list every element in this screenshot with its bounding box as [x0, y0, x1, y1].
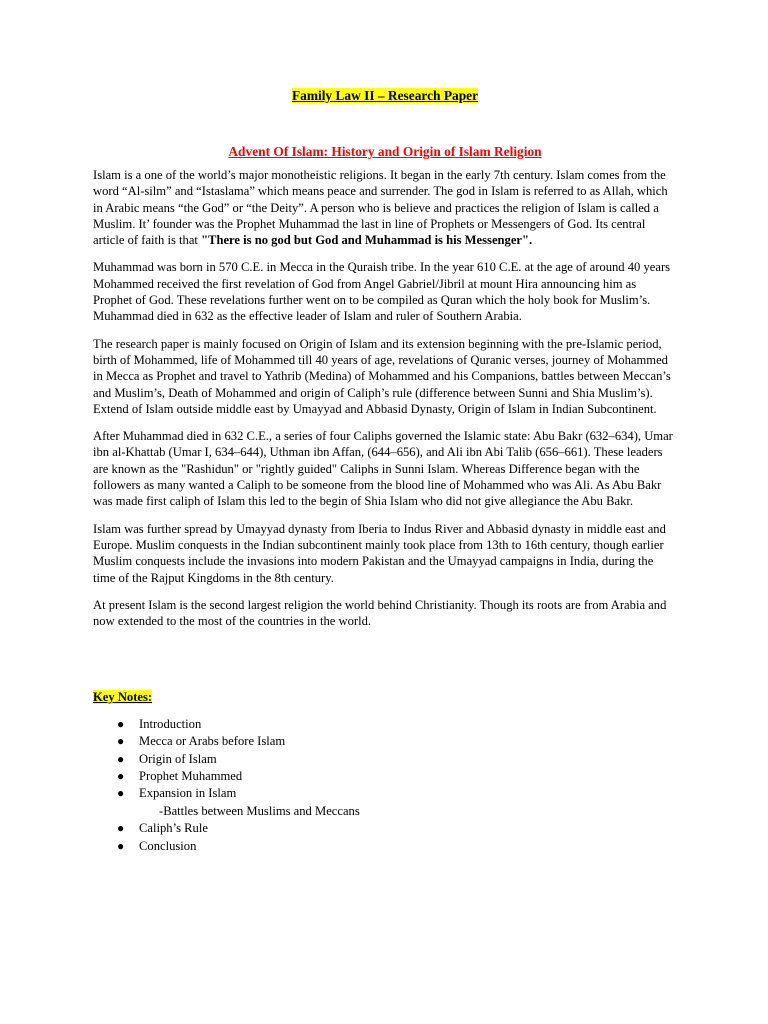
list-item-text: Mecca or Arabs before Islam: [139, 734, 286, 749]
list-item-text: Conclusion: [139, 838, 197, 853]
paragraph-spread: Islam was further spread by Umayyad dynasty from Iberia to Indus River and Abbasid dynasty in middle east and Europe. Muslim conquests in the Indian subcontinent mainly took place from 13th to 16th century, though earlier Muslim conquests include the invasions into modern Pakistan and the Umayyad campaigns in India, during the time of the Rajput Kingdoms in the 8th century.: [93, 521, 666, 585]
paragraph-intro: [93, 167, 677, 248]
paragraph-intro-bold: "There is no god but God and Muhammad is his Messenger".: [201, 233, 533, 248]
bullet-icon: ●: [117, 768, 125, 783]
bullet-icon: ●: [117, 716, 125, 731]
list-item: [117, 733, 677, 750]
section-heading: Advent Of Islam: History and Origin of Islam Religion: [228, 144, 542, 159]
paragraph-research-focus: The research paper is mainly focused on Origin of Islam and its extension beginning with the pre-Islamic period, birth of Mohammed, life of Mohammed till 40 years of age, revelations of Quranic verses, journey of Mohammed in Mecca as Prophet and travel to Yathrib (Medina) of Mohammed and his Companions, battles between Meccan’s and Muslim’s, Death of Mohammed and origin of Caliph’s rule (difference between Sunni and Shia Muslim’s). Extend of Islam outside middle east by Umayyad and Abbasid Dynasty, Origin of Islam in Indian Subcontinent.: [93, 336, 671, 416]
bullet-icon: ●: [117, 821, 125, 836]
list-item-text: Caliph’s Rule: [139, 821, 208, 836]
list-subitem: -Battles between Muslims and Meccans: [159, 803, 360, 818]
list-item: [117, 820, 677, 837]
key-notes-label: Key Notes:: [93, 690, 153, 705]
page-title-text: Family Law II – Research Paper: [291, 88, 479, 103]
list-item: [117, 716, 677, 733]
paragraph-intro-text: Islam is a one of the world’s major monotheistic religions. It began in the early 7th century. Islam comes from the word “Al-silm” and “Istaslama” which means peace and surrender. The god in Islam is referred to as Allah, which in Arabic means “the God” or “the Deity”. A person who is believe and practices the religion of Islam is called a Muslim. It’ founder was the Prophet Muhammad the last in line of Prophets or Messengers of God. Its central article of faith is that: [93, 168, 668, 248]
page-title: [93, 86, 677, 106]
list-item-text: Expansion in Islam: [139, 786, 237, 801]
list-item-text: Origin of Islam: [139, 751, 217, 766]
key-notes-list: [93, 716, 677, 803]
paragraph-present: At present Islam is the second largest religion the world behind Christianity. Though its roots are from Arabia and now extended to the most of the countries in the world.: [93, 597, 667, 629]
paragraph-muhammad-birth: Muhammad was born in 570 C.E. in Mecca in the Quraish tribe. In the year 610 C.E. at the age of around 40 years Mohammed received the first revelation of God from Angel Gabriel/Jibril at mount Hira announcing him as Prophet of God. These revelations further went on to be compiled as Quran which the holy book for Muslim’s. Muhammad died in 632 as the effective leader of Islam and ruler of Southern Arabia.: [93, 260, 671, 324]
list-item-text: Prophet Muhammed: [139, 768, 243, 783]
list-item-text: Introduction: [139, 716, 202, 731]
key-notes-list-continued: [93, 820, 677, 855]
bullet-icon: ●: [117, 838, 125, 853]
bullet-icon: ●: [117, 751, 125, 766]
list-item: [117, 785, 677, 802]
document-page: [93, 86, 677, 855]
bullet-icon: ●: [117, 786, 125, 801]
list-item: [117, 768, 677, 785]
list-item: [117, 838, 677, 855]
bullet-icon: ●: [117, 734, 125, 749]
paragraph-caliphs: After Muhammad died in 632 C.E., a series of four Caliphs governed the Islamic state: Abu Bakr (632–634), Umar ibn al-Khattab (Umar I, 634–644), Uthman ibn Affan, (644–656), and Ali ibn Abi Talib (656–661). These leaders are known as the "Rashidun" or "rightly guided" Caliphs in Sunni Islam. Whereas Difference began with the followers as many wanted a Caliph to be someone from the blood line of Mohammed who was Ali. As Abu Bakr was made first caliph of Islam this led to the begin of Shia Islam who did not give allegiance the Abu Bakr.: [93, 429, 673, 509]
key-notes-heading: [93, 689, 677, 705]
list-item: [117, 751, 677, 768]
